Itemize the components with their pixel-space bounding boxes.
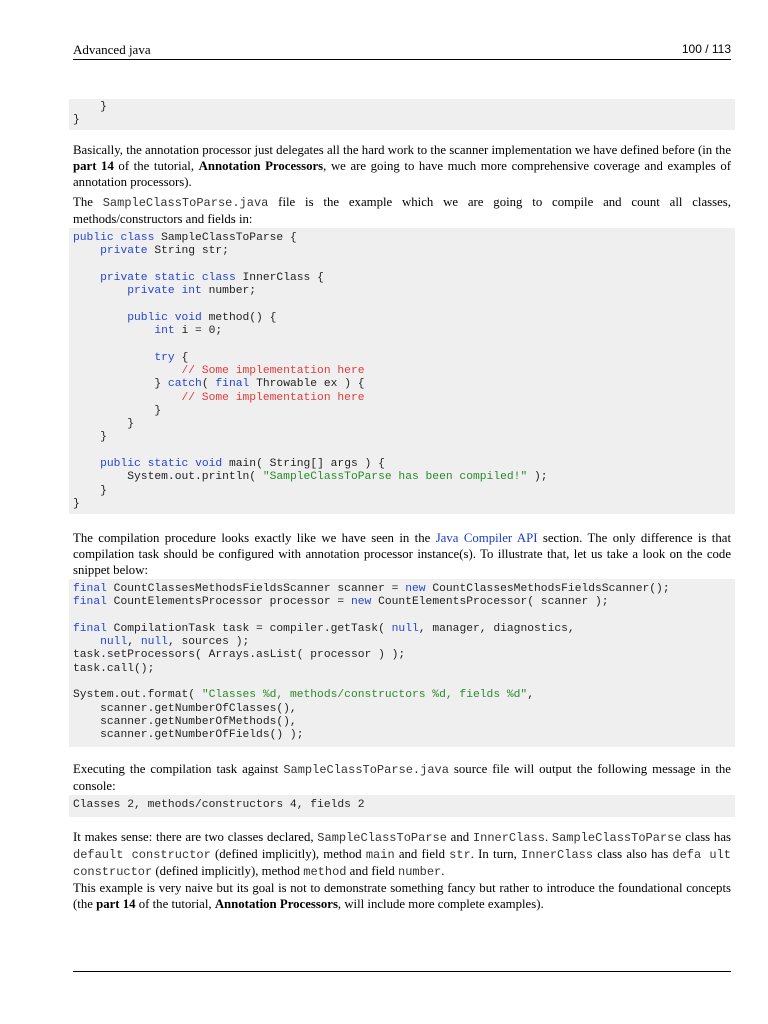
java-compiler-api-link[interactable]: Java Compiler API xyxy=(435,531,538,545)
inline-code: SampleClassToParse.java xyxy=(102,196,269,210)
paragraph-sample-file xyxy=(73,194,731,227)
code-block-continuation xyxy=(69,99,735,130)
text: Executing the compilation task against xyxy=(73,762,284,776)
code-line: final CompilationTask task = compiler.getTask( null, manager, diagnostics, xyxy=(73,622,575,635)
inline-code: defa ult constructor xyxy=(73,848,731,879)
inline-code: SampleClassToParse xyxy=(551,831,682,845)
code-block-compilation-task xyxy=(69,579,735,747)
code-line xyxy=(73,298,735,311)
code-block-output xyxy=(69,795,735,817)
code-line: null, null, sources ); xyxy=(100,636,250,649)
code-line: task.setProcessors( Arrays.asList( processor ) ); xyxy=(73,649,406,662)
inline-code: main xyxy=(365,848,395,862)
bold-text: part 14 xyxy=(96,897,136,911)
code-line: private static class InnerClass { xyxy=(100,271,324,284)
code-line: private String str; xyxy=(100,245,229,258)
inline-code: str xyxy=(449,848,471,862)
code-line xyxy=(73,445,735,458)
text: The compilation procedure looks exactly like we have seen in the xyxy=(73,531,436,545)
text: (defined implicitly), method xyxy=(210,847,366,861)
inline-code: method xyxy=(303,865,347,879)
code-line: System.out.format( "Classes %d, methods/constructors %d, fields %d", xyxy=(73,689,534,702)
code-line: try { xyxy=(154,351,189,364)
code-line: scanner.getNumberOfMethods(), xyxy=(73,715,297,728)
text: . xyxy=(441,864,445,878)
code-line: final CountClassesMethodsFieldsScanner scanner = new CountClassesMethodsFieldsScanner(); xyxy=(73,583,670,595)
code-line: public class SampleClassToParse { xyxy=(73,232,297,244)
text: It makes sense: there are two classes declared, xyxy=(73,830,318,844)
code-line: } xyxy=(73,497,80,510)
code-line: } xyxy=(73,431,107,444)
bold-text: part 14 xyxy=(73,159,114,173)
text: , will include more complete examples). xyxy=(337,897,544,911)
paragraph-naive-example xyxy=(73,880,731,912)
code-line: System.out.println( "SampleClassToParse has been compiled!" ); xyxy=(73,471,548,484)
code-line: private int number; xyxy=(127,285,257,298)
page-header xyxy=(73,41,731,60)
inline-code: InnerClass xyxy=(521,848,594,862)
text: . In turn, xyxy=(470,847,522,861)
code-line: scanner.getNumberOfClasses(), xyxy=(73,702,297,715)
code-block-sample-class xyxy=(69,228,735,514)
inline-code: SampleClassToParse xyxy=(317,831,447,845)
text: The xyxy=(73,195,103,209)
code-line: scanner.getNumberOfFields() ); xyxy=(73,729,304,742)
bold-text: Annotation Processors xyxy=(214,897,338,911)
text: and field xyxy=(346,864,399,878)
code-line: int i = 0; xyxy=(154,325,223,338)
inline-code: default constructor xyxy=(73,848,211,862)
page-number: 100 / 113 xyxy=(681,42,731,56)
text: (defined implicitly), method xyxy=(152,864,304,878)
document-title: Advanced java xyxy=(73,42,151,57)
code-line: public void method() { xyxy=(127,311,277,324)
code-line: } xyxy=(73,418,135,431)
text: class has xyxy=(681,830,731,844)
paragraph-compilation xyxy=(73,530,731,578)
text: , we are going to have much more comprehensive coverage and examples of annotation processors). xyxy=(73,159,732,189)
text: section. The only difference is that compilation task should be configured with annotation processor instance(s). To illustrate that, let us take a look on the code snippet below: xyxy=(73,531,731,577)
text: source file will output the following message in the console: xyxy=(73,762,731,793)
code-line: // Some implementation here xyxy=(181,391,365,404)
code-line: public static void main( String[] args ) { xyxy=(100,458,385,471)
inline-code: SampleClassToParse.java xyxy=(283,763,449,777)
code-line: } xyxy=(73,114,80,127)
text: . xyxy=(544,830,552,844)
text: Basically, the annotation processor just delegates all the hard work to the scanner implementation we have defined before (in the xyxy=(73,143,731,157)
paragraph-executing xyxy=(73,761,731,794)
text: of the tutorial, xyxy=(135,897,215,911)
code-line: } xyxy=(73,101,107,113)
text: of the tutorial, xyxy=(113,159,199,173)
page-footer-rule xyxy=(73,971,731,972)
code-line: // Some implementation here xyxy=(181,364,365,377)
code-line: } xyxy=(73,404,162,417)
code-line xyxy=(73,610,735,623)
text: and xyxy=(446,830,473,844)
code-line: Classes 2, methods/constructors 4, fields 2 xyxy=(73,799,365,811)
inline-code: number xyxy=(398,865,442,879)
text: and field xyxy=(394,847,450,861)
code-line: task.call(); xyxy=(73,662,155,675)
text: This example is very naive but its goal is not to demonstrate something fancy but rather to introduce the foundational concepts (the xyxy=(73,881,731,911)
code-line xyxy=(73,676,735,689)
code-line: } catch( final Throwable ex ) { xyxy=(73,378,365,391)
text: class also has xyxy=(593,847,673,861)
paragraph-delegation xyxy=(73,142,731,190)
paragraph-makes-sense xyxy=(73,829,731,880)
code-line: } xyxy=(73,484,107,497)
code-line xyxy=(73,338,735,351)
bold-text: Annotation Processors xyxy=(198,159,324,173)
code-line xyxy=(73,259,735,272)
inline-code: InnerClass xyxy=(472,831,545,845)
text: file is the example which we are going to compile and count all classes, methods/constructors and fields in: xyxy=(73,195,731,226)
code-line: final CountElementsProcessor processor = new CountElementsProcessor( scanner ); xyxy=(73,596,609,609)
